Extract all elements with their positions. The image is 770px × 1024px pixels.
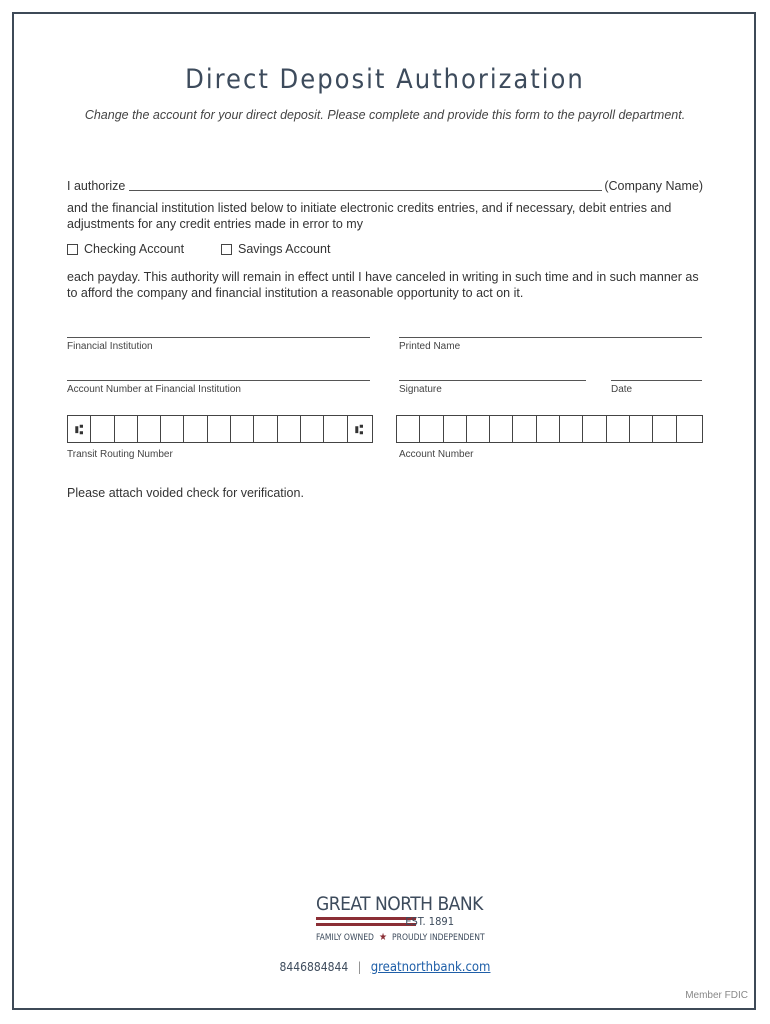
attach-check-note: Please attach voided check for verification. [67, 486, 304, 500]
company-name-field[interactable] [129, 178, 602, 191]
routing-digit-box[interactable] [91, 416, 114, 442]
routing-digit-box[interactable] [231, 416, 254, 442]
contact-line [0, 960, 770, 975]
form-subtitle: Change the account for your direct deposit. Please complete and provide this form to the payroll department. [84, 108, 686, 122]
routing-digit-box[interactable] [254, 416, 277, 442]
authorize-line [67, 178, 703, 194]
savings-label: Savings Account [238, 242, 331, 256]
bank-logo [316, 893, 485, 943]
logo-stripe [316, 923, 416, 926]
website-link[interactable]: greatnorthbank.com [370, 960, 491, 975]
printed-name-label: Printed Name [399, 341, 461, 352]
savings-checkbox[interactable] [221, 244, 232, 255]
account-digit-box[interactable] [583, 416, 606, 442]
signature-field[interactable] [399, 380, 586, 381]
institution-account-number-field[interactable] [67, 380, 370, 381]
transit-routing-label: Transit Routing Number [67, 449, 173, 460]
account-digit-box[interactable] [397, 416, 420, 442]
signature-label: Signature [399, 384, 442, 395]
tagline-right: PROUDLY INDEPENDENT [392, 932, 485, 943]
account-digit-box[interactable] [677, 416, 700, 442]
routing-digit-box[interactable] [301, 416, 324, 442]
account-digit-box[interactable] [537, 416, 560, 442]
routing-digit-box[interactable] [115, 416, 138, 442]
routing-digit-box[interactable] [324, 416, 347, 442]
routing-digit-box[interactable] [138, 416, 161, 442]
established-year: EST. 1891 [405, 915, 454, 928]
bank-name: GREAT NORTH BANK [316, 893, 483, 915]
account-number-label: Account Number [399, 449, 474, 460]
contact-separator: | [357, 960, 362, 974]
routing-symbol-left: ⑆ [68, 416, 91, 442]
company-name-label: (Company Name) [604, 179, 703, 193]
terms-paragraph: each payday. This authority will remain in effect until I have canceled in writing in such time and in such manner as to afford the company and financial institution a reasonable opportunity to act on it. [67, 270, 699, 300]
authorize-prefix: I authorize [67, 179, 126, 193]
star-icon: ★ [378, 932, 388, 943]
checking-label: Checking Account [84, 242, 185, 256]
logo-stripes [316, 916, 456, 930]
logo-stripe [316, 917, 416, 920]
tagline-left: FAMILY OWNED [316, 932, 374, 943]
member-fdic: Member FDIC [685, 990, 748, 1001]
institution-account-number-label: Account Number at Financial Institution [67, 384, 241, 395]
routing-symbol-right: ⑆ [355, 421, 364, 437]
account-digit-box[interactable] [467, 416, 490, 442]
account-digit-box[interactable] [444, 416, 467, 442]
phone-number: 8446884844 [279, 960, 349, 974]
transit-routing-boxes[interactable] [67, 415, 373, 443]
account-digit-box[interactable] [420, 416, 443, 442]
financial-institution-label: Financial Institution [67, 341, 153, 352]
date-field[interactable] [611, 380, 702, 381]
account-digit-box[interactable] [490, 416, 513, 442]
date-label: Date [611, 384, 633, 395]
logo-tagline [316, 932, 485, 943]
routing-digit-box[interactable] [184, 416, 207, 442]
financial-institution-field[interactable] [67, 337, 370, 338]
account-number-boxes[interactable] [396, 415, 703, 443]
account-digit-box[interactable] [653, 416, 676, 442]
account-digit-box[interactable] [560, 416, 583, 442]
account-digit-box[interactable] [607, 416, 630, 442]
savings-account-option[interactable] [221, 242, 330, 256]
checking-checkbox[interactable] [67, 244, 78, 255]
form-title: Direct Deposit Authorization [185, 64, 585, 95]
printed-name-field[interactable] [399, 337, 702, 338]
routing-digit-box[interactable] [208, 416, 231, 442]
routing-digit-box[interactable] [161, 416, 184, 442]
authorization-paragraph: and the financial institution listed below to initiate electronic credits entries, and if necessary, debit entries and adjustments for any credit entries made in error to my [67, 201, 672, 231]
routing-digit-box[interactable] [278, 416, 301, 442]
page-border [12, 12, 756, 1010]
checking-account-option[interactable] [67, 242, 184, 256]
account-digit-box[interactable] [513, 416, 536, 442]
account-digit-box[interactable] [630, 416, 653, 442]
